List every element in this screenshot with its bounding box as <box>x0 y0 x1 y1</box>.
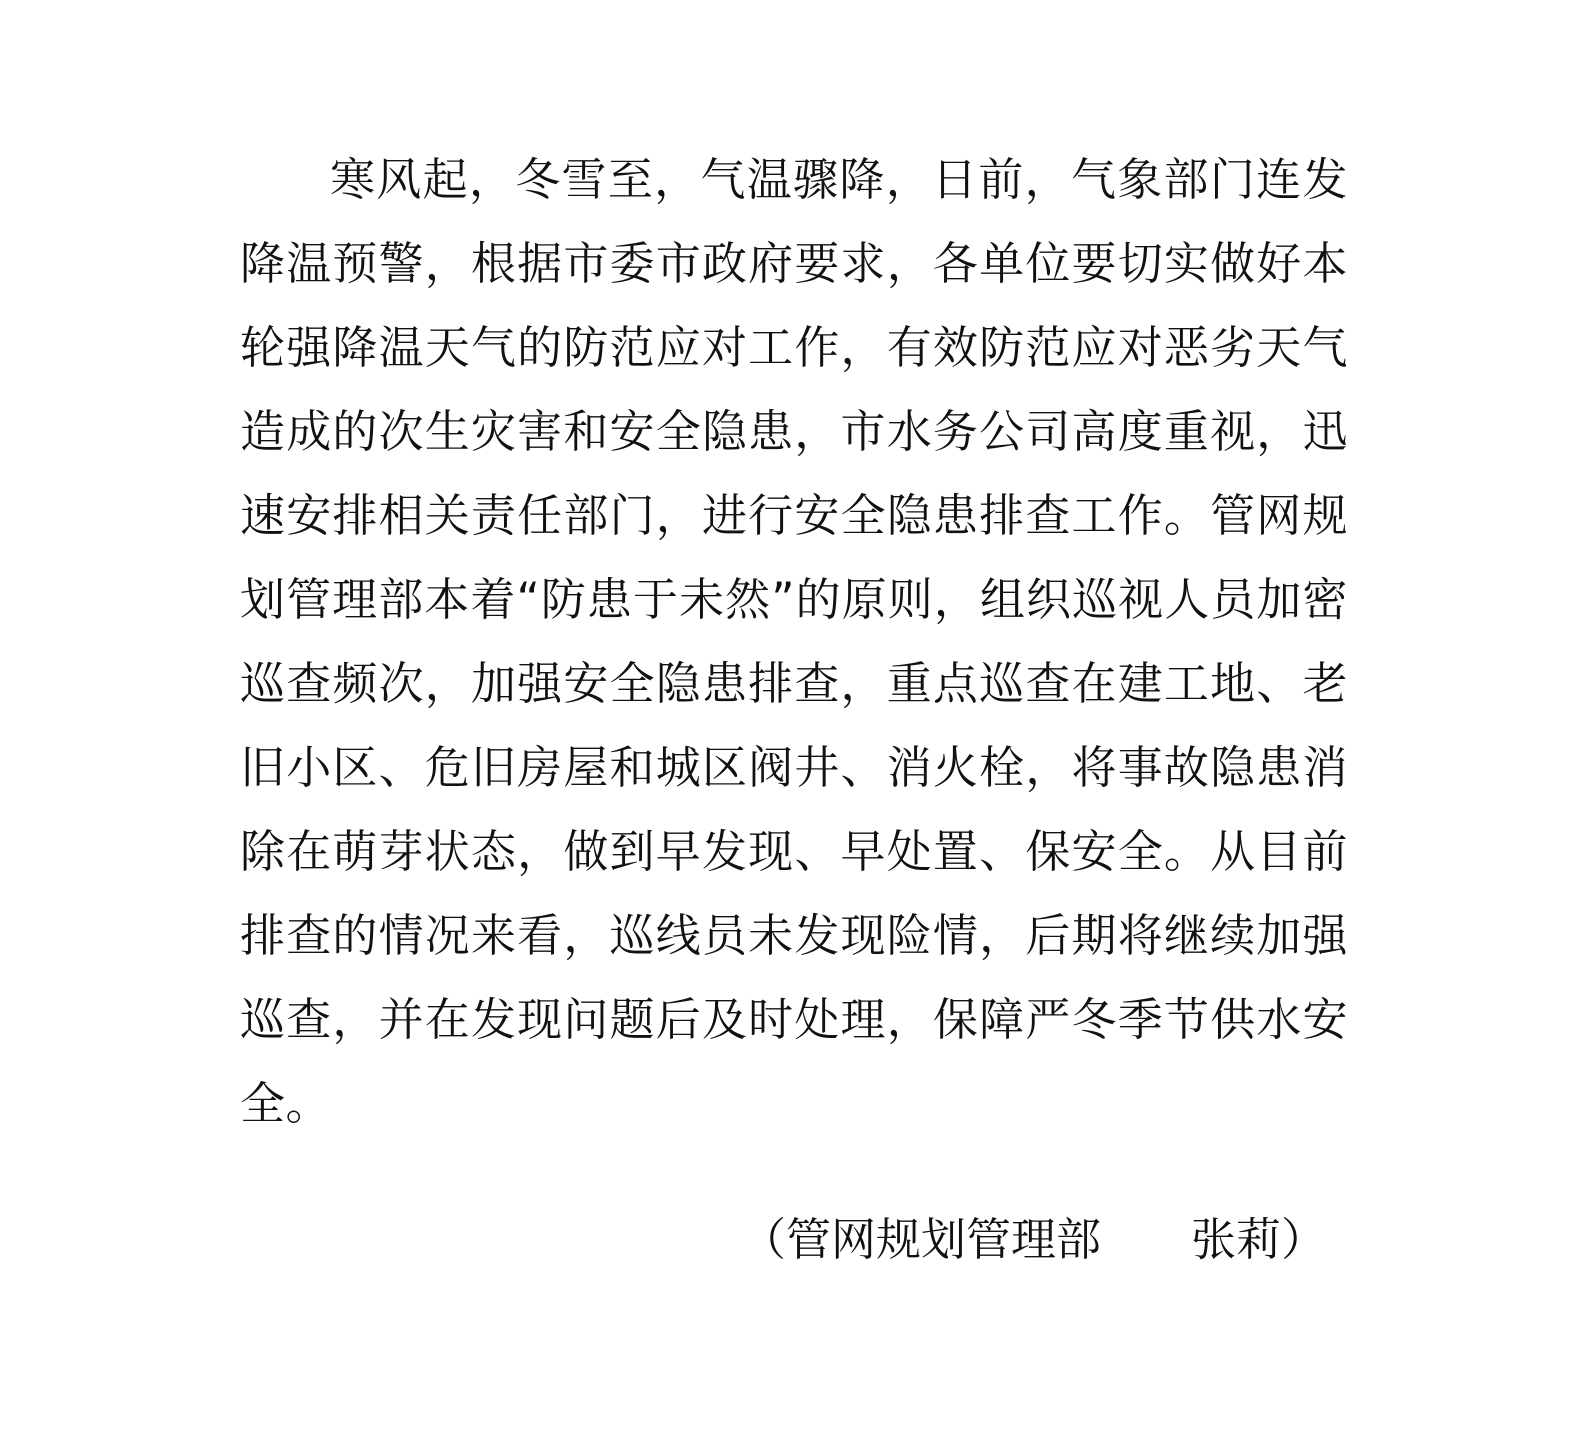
signature-block <box>240 1205 1348 1275</box>
signature-line: （管网规划管理部 张莉） <box>740 1213 1326 1266</box>
body-paragraph: 寒风起，冬雪至，气温骤降，日前，气象部门连发降温预警，根据市委市政府要求，各单位要切实做好本轮强降温天气的防范应对工作，有效防范应对恶劣天气造成的次生灾害和安全隐患，市水务公司高度重视，迅速安排相关责任部门，进行安全隐患排查工作。管网规划管理部本着“防患于未然”的原则，组织巡视人员加密巡查频次，加强安全隐患排查，重点巡查在建工地、老旧小区、危旧房屋和城区阀井、消火栓，将事故隐患消除在萌芽状态，做到早发现、早处置、保安全。从目前排查的情况来看，巡线员未发现险情，后期将继续加强巡查，并在发现问题后及时处理，保障严冬季节供水安全。 <box>240 153 1348 1130</box>
document-body <box>240 138 1348 1146</box>
